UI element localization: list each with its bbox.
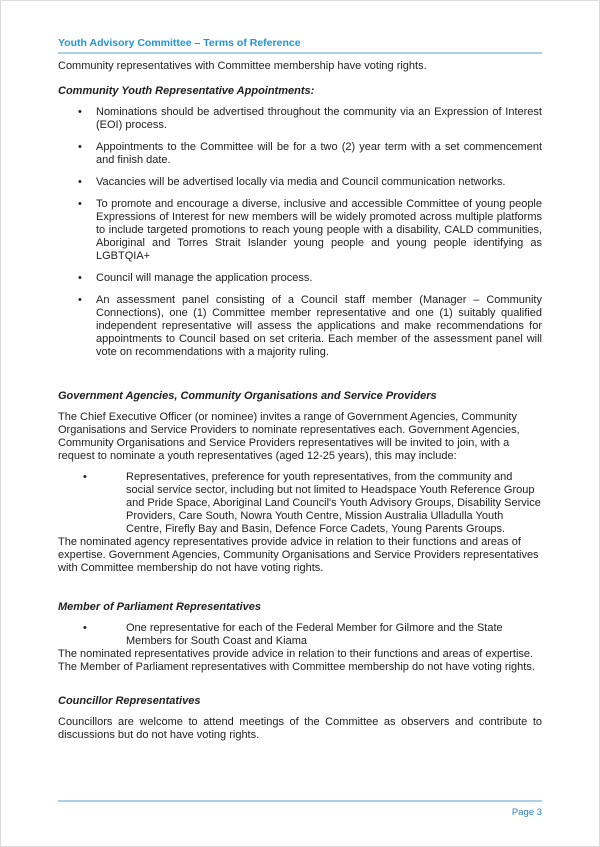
- list-item: [58, 198, 542, 263]
- page-number: Page 3: [511, 807, 542, 818]
- list-item-text: An assessment panel consisting of a Council staff member (Manager – Community Connections), one (1) Committee member representative and one (1) suitably qualified independent representative will assess the applications and make recommendations for appointments to Council based on set criteria. Each member of the assessment panel will vote on recommendations with a majority ruling.: [96, 294, 542, 358]
- list-item: [58, 622, 542, 648]
- list-item-text: Appointments to the Committee will be for a two (2) year term with a set commencement and finish date.: [96, 141, 542, 166]
- bullet-list-parliament-representatives: [58, 622, 542, 648]
- bullet-icon: •: [78, 294, 82, 306]
- list-item-text: Council will manage the application process.: [96, 272, 313, 284]
- document-body: [58, 60, 542, 750]
- bullet-icon: •: [78, 106, 82, 118]
- list-item: [58, 471, 542, 536]
- list-item: [58, 106, 542, 132]
- list-item-text: Vacancies will be advertised locally via media and Council communication networks.: [96, 176, 506, 188]
- list-item-text: Representatives, preference for youth representatives, from the community and social service sector, including but not limited to Headspace Youth Reference Group and Pride Space, Aboriginal Land Council's Youth Advisory Groups, Disability Service Providers, Care South, Nowra Youth Centre, Mission Australia Ulladulla Youth Centre, Firefly Bay and Basin, Defence Force Cadets, Young Parents Groups.: [126, 471, 541, 535]
- section-paragraph: The Chief Executive Officer (or nominee) invites a range of Government Agencies, Community Organisations and Service Providers to nominate representatives each. Government Agencies, Community Organisations and Service Providers representatives will be invited to join, with a request to nominate a youth representatives (aged 12-25 years), this may include:: [58, 411, 520, 462]
- list-item: [58, 141, 542, 167]
- bullet-icon: •: [78, 176, 82, 188]
- section-heading-councillor-representatives: Councillor Representatives: [58, 695, 201, 707]
- section-heading-community-youth-appointments: Community Youth Representative Appointments:: [58, 85, 315, 97]
- section-heading-government-agencies: Government Agencies, Community Organisations and Service Providers: [58, 390, 437, 402]
- section-heading-member-of-parliament: Member of Parliament Representatives: [58, 601, 261, 613]
- bullet-list-agency-representatives: [58, 471, 542, 536]
- intro-paragraph: Community representatives with Committee membership have voting rights.: [58, 60, 427, 72]
- section-paragraph: The nominated representatives provide advice in relation to their functions and areas of expertise. The Member of Parliament representatives with Committee membership do not have voting rights.: [58, 648, 535, 673]
- bullet-icon: •: [78, 141, 82, 153]
- list-item-text: Nominations should be advertised throughout the community via an Expression of Interest (EOI) process.: [96, 106, 542, 131]
- document-footer: [58, 800, 542, 818]
- bullet-icon: •: [78, 198, 82, 210]
- bullet-list-community-youth: [58, 106, 542, 359]
- footer-divider: [58, 800, 542, 802]
- section-paragraph: Councillors are welcome to attend meetings of the Committee as observers and contribute to discussions but do not have voting rights.: [58, 716, 542, 741]
- list-item-text: One representative for each of the Federal Member for Gilmore and the State Members for South Coast and Kiama: [126, 622, 503, 647]
- bullet-icon: •: [83, 622, 87, 634]
- list-item-text: To promote and encourage a diverse, inclusive and accessible Committee of young people Expressions of Interest for new members will be widely promoted across multiple platforms to include targeted promotions to reach young people with a disability, CALD communities, Aboriginal and Torres Strait Islander young people and young people identifying as LGBTQIA+: [96, 198, 542, 262]
- document-header: [58, 37, 542, 54]
- list-item: [58, 176, 542, 189]
- bullet-icon: •: [83, 471, 87, 483]
- document-header-title: Youth Advisory Committee – Terms of Reference: [58, 37, 301, 49]
- list-item: [58, 294, 542, 359]
- list-item: [58, 272, 542, 285]
- section-paragraph: The nominated agency representatives provide advice in relation to their functions and areas of expertise. Government Agencies, Community Organisations and Service Providers representatives with Committee membership do not have voting rights.: [58, 536, 539, 574]
- bullet-icon: •: [78, 272, 82, 284]
